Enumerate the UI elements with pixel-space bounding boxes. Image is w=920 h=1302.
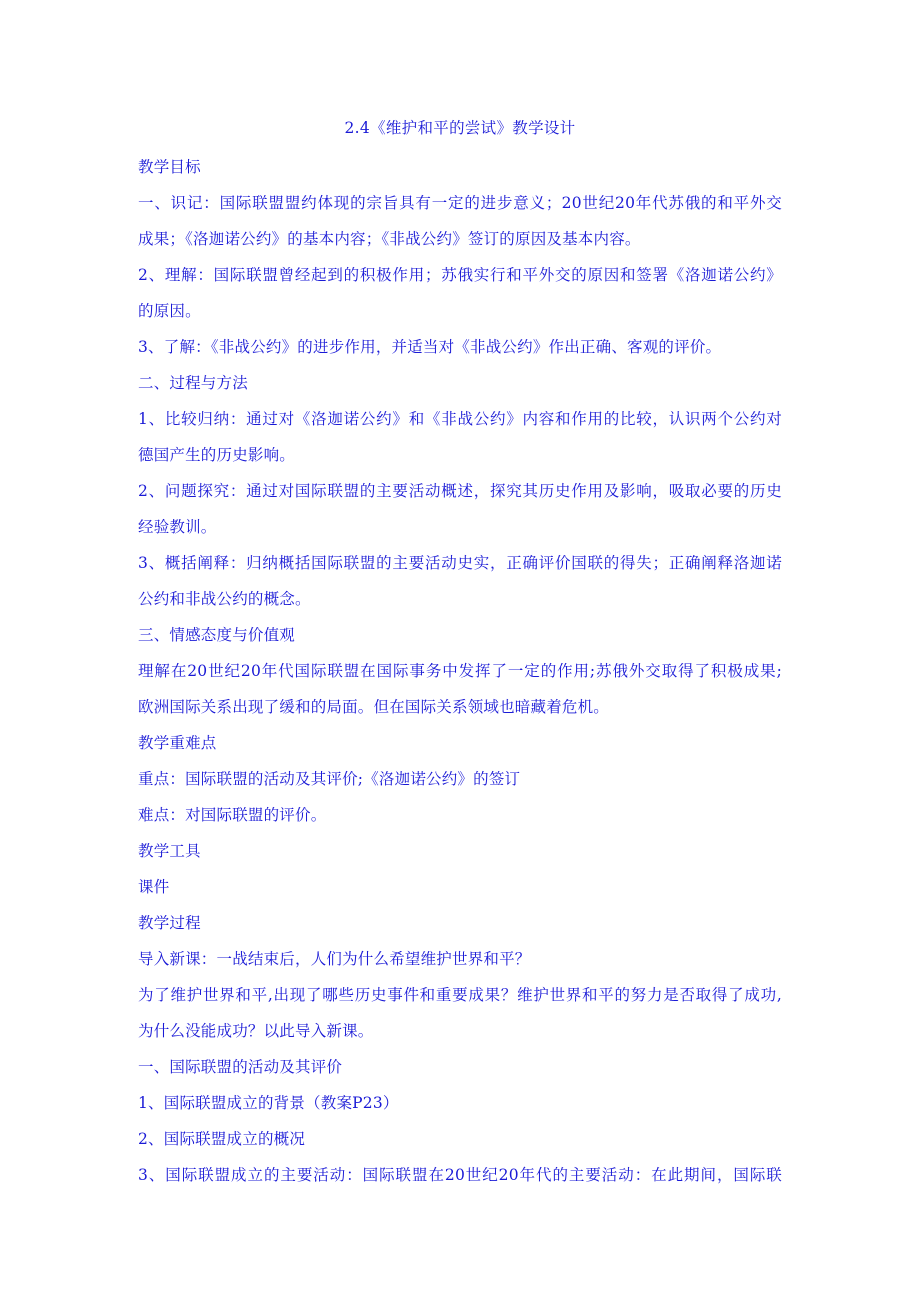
section-heading-key-points: 教学重难点 [138,734,217,752]
section-heading-values: 三、情感态度与价值观 [138,626,296,644]
paragraph-line: 一、识记：国际联盟盟约体现的宗旨具有一定的进步意义；20世纪20年代苏俄的和平外交 [138,194,782,212]
paragraph-line: 3、概括阐释：归纳概括国际联盟的主要活动史实，正确评价国联的得失；正确阐释洛迦诺 [138,554,782,572]
paragraph-line: 欧洲国际关系出现了缓和的局面。但在国际关系领域也暗藏着危机。 [138,698,610,716]
paragraph-line: 3、了解：《非战公约》的进步作用，并适当对《非战公约》作出正确、客观的评价。 [138,338,722,356]
paragraph-line: 理解在20世纪20年代国际联盟在国际事务中发挥了一定的作用;苏俄外交取得了积极成果; [138,662,782,680]
paragraph-line: 德国产生的历史影响。 [138,446,296,464]
paragraph-line: 重点：国际联盟的活动及其评价;《洛迦诺公约》的签订 [138,770,521,788]
paragraph-line: 成果；《洛迦诺公约》的基本内容；《非战公约》签订的原因及基本内容。 [138,230,641,248]
section-heading-objectives: 教学目标 [138,158,201,176]
paragraph-line: 公约和非战公约的概念。 [138,590,311,608]
paragraph-line: 为什么没能成功？以此导入新课。 [138,1022,374,1040]
paragraph-line: 为了维护世界和平,出现了哪些历史事件和重要成果？维护世界和平的努力是否取得了成功, [138,986,782,1004]
paragraph-line: 课件 [138,878,170,896]
paragraph-line: 2、国际联盟成立的概况 [138,1130,306,1148]
paragraph-line: 1、比较归纳：通过对《洛迦诺公约》和《非战公约》内容和作用的比较，认识两个公约对 [138,410,782,428]
paragraph-line: 的原因。 [138,302,201,320]
paragraph-line: 2、理解：国际联盟曾经起到的积极作用；苏俄实行和平外交的原因和签署《洛迦诺公约》 [138,266,782,284]
paragraph-line: 经验教训。 [138,518,217,536]
document-title: 2.4《维护和平的尝试》教学设计 [344,119,576,137]
paragraph-line: 3、国际联盟成立的主要活动：国际联盟在20世纪20年代的主要活动：在此期间，国际联 [138,1166,782,1184]
paragraph-line: 2、问题探究：通过对国际联盟的主要活动概述，探究其历史作用及影响，吸取必要的历史 [138,482,782,500]
paragraph-line: 导入新课：一战结束后，人们为什么希望维护世界和平？ [138,950,531,968]
paragraph-line: 一、国际联盟的活动及其评价 [138,1058,343,1076]
section-heading-teaching-process: 教学过程 [138,914,201,932]
section-heading-process-method: 二、过程与方法 [138,374,248,392]
paragraph-line: 1、国际联盟成立的背景（教案P23） [138,1094,399,1112]
paragraph-line: 难点：对国际联盟的评价。 [138,806,327,824]
section-heading-tools: 教学工具 [138,842,201,860]
